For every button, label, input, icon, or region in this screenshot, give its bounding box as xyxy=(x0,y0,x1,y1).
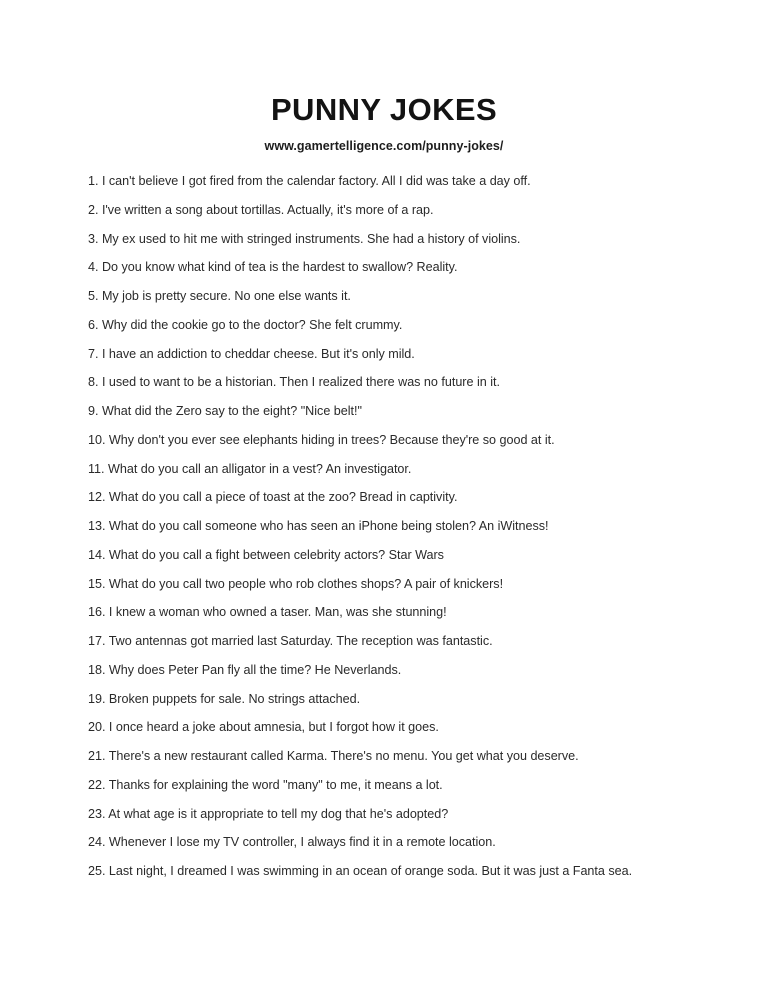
list-item: 5. My job is pretty secure. No one else wants it. xyxy=(88,289,351,303)
list-item: 20. I once heard a joke about amnesia, but I forgot how it goes. xyxy=(88,720,439,735)
list-item: 19. Broken puppets for sale. No strings attached. xyxy=(88,691,361,706)
list-item: 9. What did the Zero say to the eight? "Nice belt!" xyxy=(88,404,362,418)
list-item: 24. Whenever I lose my TV controller, I always find it in a remote location. xyxy=(88,835,496,850)
joke-list xyxy=(88,174,688,893)
list-item: 18. Why does Peter Pan fly all the time? He Neverlands. xyxy=(88,662,402,677)
list-item: 10. Why don't you ever see elephants hiding in trees? Because they're so good at it. xyxy=(88,432,555,447)
list-item: 23. At what age is it appropriate to tell my dog that he's adopted? xyxy=(88,806,449,821)
list-item: 25. Last night, I dreamed I was swimming in an ocean of orange soda. But it was just a Fanta sea. xyxy=(88,864,633,878)
list-item: 7. I have an addiction to cheddar cheese. But it's only mild. xyxy=(88,346,415,361)
list-item: 1. I can't believe I got fired from the calendar factory. All I did was take a day off. xyxy=(88,174,531,188)
list-item: 22. Thanks for explaining the word "many" to me, it means a lot. xyxy=(88,777,443,792)
list-item: 17. Two antennas got married last Saturday. The reception was fantastic. xyxy=(88,634,493,648)
list-item: 11. What do you call an alligator in a vest? An investigator. xyxy=(88,461,412,476)
list-item: 4. Do you know what kind of tea is the hardest to swallow? Reality. xyxy=(88,260,458,275)
list-item: 6. Why did the cookie go to the doctor? She felt crummy. xyxy=(88,317,403,332)
list-item: 3. My ex used to hit me with stringed instruments. She had a history of violins. xyxy=(88,231,521,246)
page-title: PUNNY JOKES xyxy=(270,92,498,127)
list-item: 16. I knew a woman who owned a taser. Man, was she stunning! xyxy=(88,605,447,620)
source-url-subtitle: www.gamertelligence.com/punny-jokes/ xyxy=(264,139,504,153)
list-item: 13. What do you call someone who has seen an iPhone being stolen? An iWitness! xyxy=(88,519,549,533)
list-item: 8. I used to want to be a historian. Then I realized there was no future in it. xyxy=(88,375,500,390)
list-item: 21. There's a new restaurant called Karma. There's no menu. You get what you deserve. xyxy=(88,749,579,763)
list-item: 12. What do you call a piece of toast at the zoo? Bread in captivity. xyxy=(88,490,458,505)
list-item: 2. I've written a song about tortillas. Actually, it's more of a rap. xyxy=(88,202,434,217)
list-item: 15. What do you call two people who rob clothes shops? A pair of knickers! xyxy=(88,576,504,591)
list-item: 14. What do you call a fight between celebrity actors? Star Wars xyxy=(88,547,444,562)
